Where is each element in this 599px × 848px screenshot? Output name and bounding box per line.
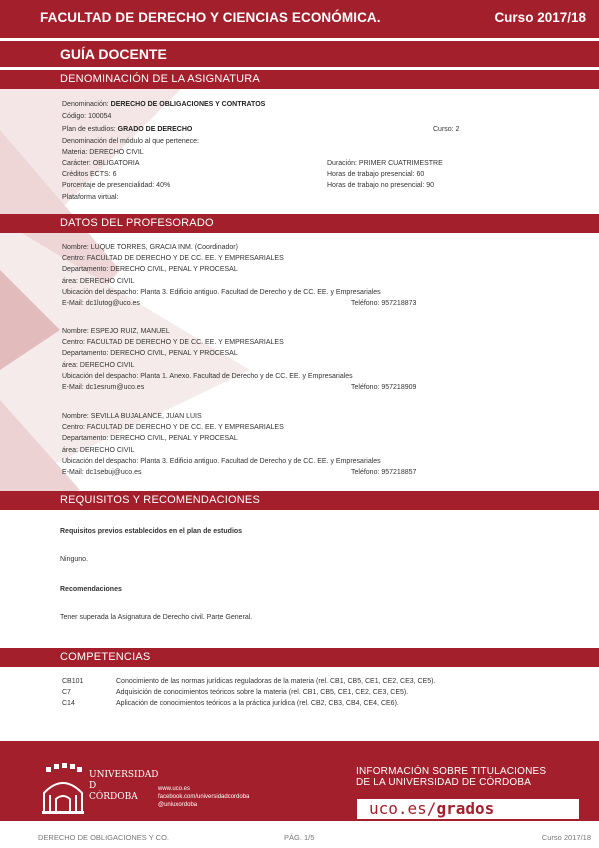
- competencia-text: Aplicación de conocimientos teóricos a la práctica jurídica (rel. CB2, CB3, CB4, CE4, CE6).: [116, 700, 399, 707]
- section-title: DATOS DEL PROFESORADO: [60, 217, 214, 229]
- profesor-telefono: Teléfono: 957218909: [351, 384, 417, 391]
- social-links: [158, 785, 249, 809]
- field-label: Denominación:: [62, 101, 109, 108]
- profesor-nombre: Nombre: SEVILLA BUJALANCE, JUAN LUIS: [62, 413, 202, 420]
- profesor-centro: Centro: FACULTAD DE DERECHO Y DE CC. EE. Y EMPRESARIALES: [62, 339, 284, 346]
- materia: Materia: DERECHO CIVIL: [62, 149, 144, 156]
- profesor-ubicacion: Ubicación del despacho: Planta 3. Edificio antiguo. Facultad de Derecho y de CC. EE. y Empresariales: [62, 289, 381, 296]
- url-suffix: grados: [436, 799, 495, 818]
- competencia-text: Conocimiento de las normas jurídicas reguladoras de la materia (rel. CB1, CB5, CE1, CE2, CE3, CE5).: [116, 678, 436, 685]
- recomendaciones-title: Recomendaciones: [60, 586, 122, 593]
- profesor-area: área: DERECHO CIVIL: [62, 447, 135, 454]
- info-line: INFORMACIÓN SOBRE TITULACIONES: [356, 766, 547, 777]
- grados-url[interactable]: [369, 799, 494, 818]
- guide-title-bar: [0, 41, 599, 67]
- profesor-nombre: Nombre: LUQUE TORRES, GRACIA INM. (Coordinador): [62, 244, 238, 251]
- subject-name: DERECHO DE OBLIGACIONES Y CONTRATOS: [110, 101, 266, 108]
- uni-line: D: [89, 781, 97, 791]
- footer-subject: DERECHO DE OBLIGACIONES Y CO.: [38, 833, 170, 842]
- presencialidad: Porcentaje de presencialidad: 40%: [62, 182, 171, 189]
- denominacion-row: [62, 101, 265, 108]
- page-footer: [0, 826, 599, 848]
- codigo: Código: 100054: [62, 113, 112, 120]
- horas-presencial: Horas de trabajo presencial: 60: [327, 171, 425, 178]
- curso: Curso: 2: [433, 126, 460, 133]
- caracter: Carácter: OBLIGATORIA: [62, 160, 140, 167]
- profesor-area: área: DERECHO CIVIL: [62, 278, 135, 285]
- profesor-centro: Centro: FACULTAD DE DERECHO Y DE CC. EE. Y EMPRESARIALES: [62, 424, 284, 431]
- requisitos-previos-text: Ninguno.: [60, 556, 89, 563]
- profesor-departamento: Departamento: DERECHO CIVIL, PENAL Y PROCESAL: [62, 350, 238, 357]
- section-header-requisitos: [0, 491, 599, 510]
- horas-no-presencial: Horas de trabajo no presencial: 90: [327, 182, 435, 189]
- section-header-profesorado: [0, 214, 599, 233]
- info-line: DE LA UNIVERSIDAD DE CÓRDOBA: [356, 777, 532, 788]
- page-number: PÁG. 1/5: [284, 833, 315, 842]
- section-header-competencias: [0, 648, 599, 667]
- facebook-link[interactable]: facebook.com/universidadcordoba: [158, 794, 250, 800]
- section-title: COMPETENCIAS: [60, 651, 151, 663]
- profesor-ubicacion: Ubicación del despacho: Planta 1. Anexo. Facultad de Derecho y de CC. EE. y Empresariales: [62, 373, 353, 380]
- section-header-denominacion: [0, 70, 599, 89]
- uni-line: UNIVERSIDAD: [89, 770, 159, 780]
- profesor-email: E-Mail: dc1esrum@uco.es: [62, 384, 145, 391]
- creditos: Créditos ECTS: 6: [62, 171, 117, 178]
- profesor-email: E-Mail: dc1lutog@uco.es: [62, 300, 140, 307]
- section-title: DENOMINACIÓN DE LA ASIGNATURA: [60, 73, 260, 85]
- university-name: [89, 770, 159, 803]
- competencia-code: CB101: [62, 678, 84, 685]
- profesor-email: E-Mail: dc1sebuj@uco.es: [62, 469, 142, 476]
- twitter-link[interactable]: @uniuxordoba: [158, 802, 198, 808]
- uni-line: CÓRDOBA: [89, 792, 138, 802]
- modulo: Denominación del módulo al que pertenece:: [62, 138, 199, 145]
- course-year: Curso 2017/18: [494, 10, 586, 25]
- footer-course: Curso 2017/18: [541, 833, 591, 842]
- titulaciones-info: [356, 766, 546, 788]
- faculty-title: FACULTAD DE DERECHO Y CIENCIAS ECONÓMICA.: [40, 10, 381, 25]
- plan-name: GRADO DE DERECHO: [117, 126, 193, 133]
- web-link[interactable]: www.uco.es: [158, 786, 191, 792]
- grados-url-box[interactable]: [357, 799, 579, 819]
- profesor-ubicacion: Ubicación del despacho: Planta 3. Edificio antiguo. Facultad de Derecho y de CC. EE. y Empresariales: [62, 458, 381, 465]
- plataforma: Plataforma virtual:: [62, 194, 119, 201]
- university-logo-icon: [40, 763, 86, 815]
- requisitos-previos-title: Requisitos previos establecidos en el plan de estudios: [60, 528, 243, 535]
- profesor-telefono: Teléfono: 957218873: [351, 300, 417, 307]
- url-prefix: uco.es/: [369, 799, 437, 818]
- profesor-departamento: Departamento: DERECHO CIVIL, PENAL Y PROCESAL: [62, 266, 238, 273]
- profesor-departamento: Departamento: DERECHO CIVIL, PENAL Y PROCESAL: [62, 435, 238, 442]
- document-header: [0, 0, 599, 38]
- profesor-telefono: Teléfono: 957218857: [351, 469, 417, 476]
- plan-row: [62, 126, 192, 133]
- competencia-code: C7: [62, 689, 71, 696]
- profesor-area: área: DERECHO CIVIL: [62, 362, 135, 369]
- duracion: Duración: PRIMER CUATRIMESTRE: [327, 160, 443, 167]
- profesor-nombre: Nombre: ESPEJO RUIZ, MANUEL: [62, 328, 170, 335]
- footer-banner: [0, 741, 599, 821]
- competencia-code: C14: [62, 700, 75, 707]
- field-label: Plan de estudios:: [62, 126, 116, 133]
- section-title: REQUISITOS Y RECOMENDACIONES: [60, 494, 260, 506]
- competencia-text: Adquisición de conocimientos teóricos sobre la materia (rel. CB1, CB5, CE1, CE2, CE3, CE5).: [116, 689, 409, 696]
- recomendaciones-text: Tener superada la Asignatura de Derecho civil. Parte General.: [60, 614, 253, 621]
- profesor-centro: Centro: FACULTAD DE DERECHO Y DE CC. EE. Y EMPRESARIALES: [62, 255, 284, 262]
- guide-title: GUÍA DOCENTE: [60, 46, 167, 62]
